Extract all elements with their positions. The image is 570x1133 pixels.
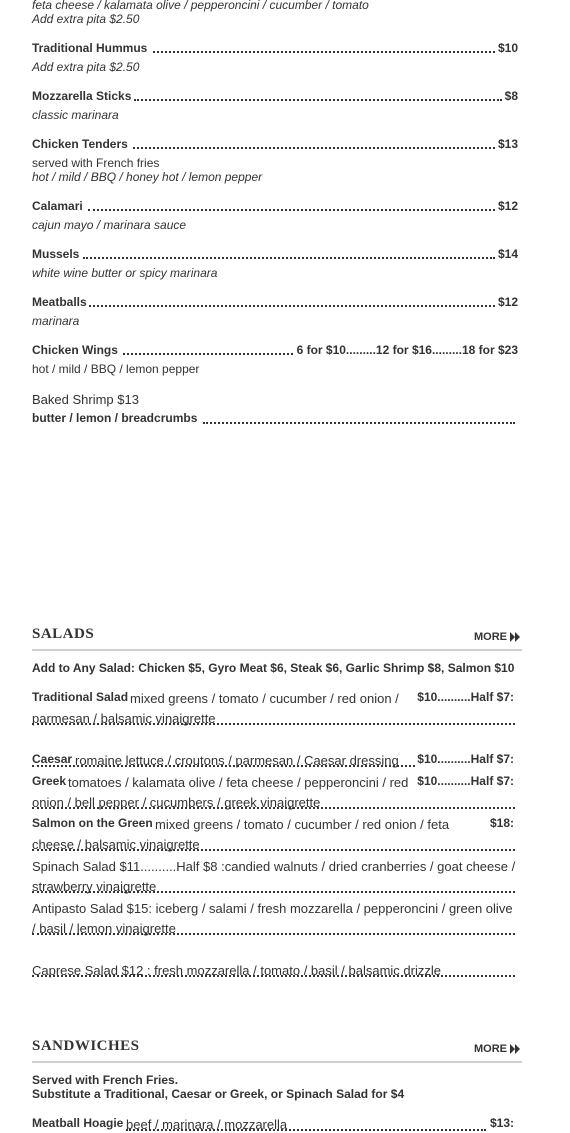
dot-leader (89, 305, 495, 307)
salads-divider (32, 649, 522, 651)
item-price: $10..........Half $7: (417, 752, 514, 766)
item-price: $10 (497, 41, 518, 55)
item-line: Caprese Salad $12 : fresh mozzarella / tomato / basil / balsamic drizzle (32, 963, 441, 978)
item-desc-2: onion / bell pepper / cucumbers / greek vinaigrette (32, 795, 321, 810)
item-desc: butter / lemon / breadcrumbs (32, 411, 198, 425)
section-title-salads: SALADS (32, 626, 95, 642)
item-desc-2: cheese / balsamic vinaigrette (32, 837, 200, 852)
dot-leader (32, 723, 515, 725)
item-desc: beef / marinara / mozzarella (126, 1117, 288, 1132)
item-line-2: / basil / lemon vinaigrette (32, 921, 176, 936)
item-name: Mussels (32, 247, 80, 261)
item-desc: cajun mayo / marinara sauce (32, 218, 187, 232)
item-name: Calamari (32, 199, 83, 213)
salads-addon: Add to Any Salad: Chicken $5, Gyro Meat $6, Steak $6, Garlic Shrimp $8, Salmon $10 (32, 661, 515, 675)
item-price: $8 (504, 89, 518, 103)
item-desc-options: hot / mild / BBQ / honey hot / lemon pepper (32, 170, 263, 184)
double-chevron-right-icon (510, 1044, 520, 1054)
more-label: MORE (474, 631, 507, 643)
item-name: Mozzarella Sticks (32, 89, 132, 103)
item-price: 6 for $10.........12 for $16.........18 for $23 (296, 343, 518, 357)
item-desc: served with French fries (32, 156, 160, 170)
dot-leader (126, 1129, 486, 1131)
appetizer-desc: feta cheese / kalamata olive / pepperoncini / cucumber / tomato (32, 0, 369, 12)
item-name: Traditional Salad (32, 690, 129, 704)
item-line: Spinach Salad $11..........Half $8 :candied walnuts / dried cranberries / goat cheese / (32, 859, 516, 874)
item-price: $14 (497, 247, 518, 261)
dot-leader (32, 765, 415, 767)
item-price: $12 (497, 295, 518, 309)
item-name: Meatballs (32, 295, 87, 309)
dot-leader (32, 807, 515, 809)
dot-leader (32, 891, 515, 893)
item-title: Baked Shrimp $13 (32, 392, 139, 407)
sandwiches-divider (32, 1061, 522, 1063)
item-price: $13: (489, 1116, 514, 1130)
item-price: $18: (489, 816, 514, 830)
item-desc: mixed greens / tomato / cucumber / red onion / (130, 691, 399, 706)
appetizer-extra: Add extra pita $2.50 (32, 12, 140, 26)
dot-leader (83, 257, 495, 259)
item-name: Traditional Hummus (32, 41, 148, 55)
dot-leader (134, 99, 502, 101)
item-line-2: strawberry vinaigrette (32, 879, 157, 894)
section-title-sandwiches: SANDWICHES (32, 1038, 140, 1054)
item-price: $10..........Half $7: (417, 690, 514, 704)
more-label: MORE (474, 1043, 507, 1055)
item-desc: hot / mild / BBQ / lemon pepper (32, 362, 200, 376)
item-name: Caesar (32, 752, 73, 766)
sandwiches-more-link[interactable] (474, 1043, 520, 1055)
dot-leader (32, 933, 515, 935)
item-desc: marinara (32, 314, 80, 328)
item-line: Antipasto Salad $15: iceberg / salami / fresh mozzarella / pepperoncini / green olive (32, 901, 513, 916)
item-name: Chicken Wings (32, 343, 118, 357)
item-desc: white wine butter or spicy marinara (32, 266, 218, 280)
dot-leader (153, 51, 495, 53)
item-desc: tomatoes / kalamata olive / feta cheese / pepperoncini / red (68, 775, 409, 790)
item-desc: Add extra pita $2.50 (32, 60, 140, 74)
item-name: Salmon on the Green (32, 816, 153, 830)
item-name: Greek (32, 774, 67, 788)
dot-leader (203, 422, 515, 424)
double-chevron-right-icon (510, 632, 520, 642)
dot-leader (88, 209, 495, 211)
salads-more-link[interactable] (474, 631, 520, 643)
item-price: $10..........Half $7: (417, 774, 514, 788)
dot-leader (133, 147, 495, 149)
item-desc: romaine lettuce / croutons / parmesan / Caesar dressing (75, 753, 399, 768)
item-desc: mixed greens / tomato / cucumber / red onion / feta (155, 817, 450, 832)
sandwiches-substitute-note: Substitute a Traditional, Caesar or Greek, or Spinach Salad for $4 (32, 1087, 405, 1101)
item-desc: classic marinara (32, 108, 119, 122)
item-name: Meatball Hoagie (32, 1116, 124, 1130)
item-price: $13 (497, 137, 518, 151)
dot-leader (32, 975, 515, 977)
item-name: Chicken Tenders (32, 137, 128, 151)
dot-leader (32, 849, 515, 851)
item-price: $12 (497, 199, 518, 213)
dot-leader (123, 353, 293, 355)
item-desc-2: parmesan / balsamic vinaigrette (32, 711, 216, 726)
sandwiches-note: Served with French Fries. (32, 1073, 179, 1087)
